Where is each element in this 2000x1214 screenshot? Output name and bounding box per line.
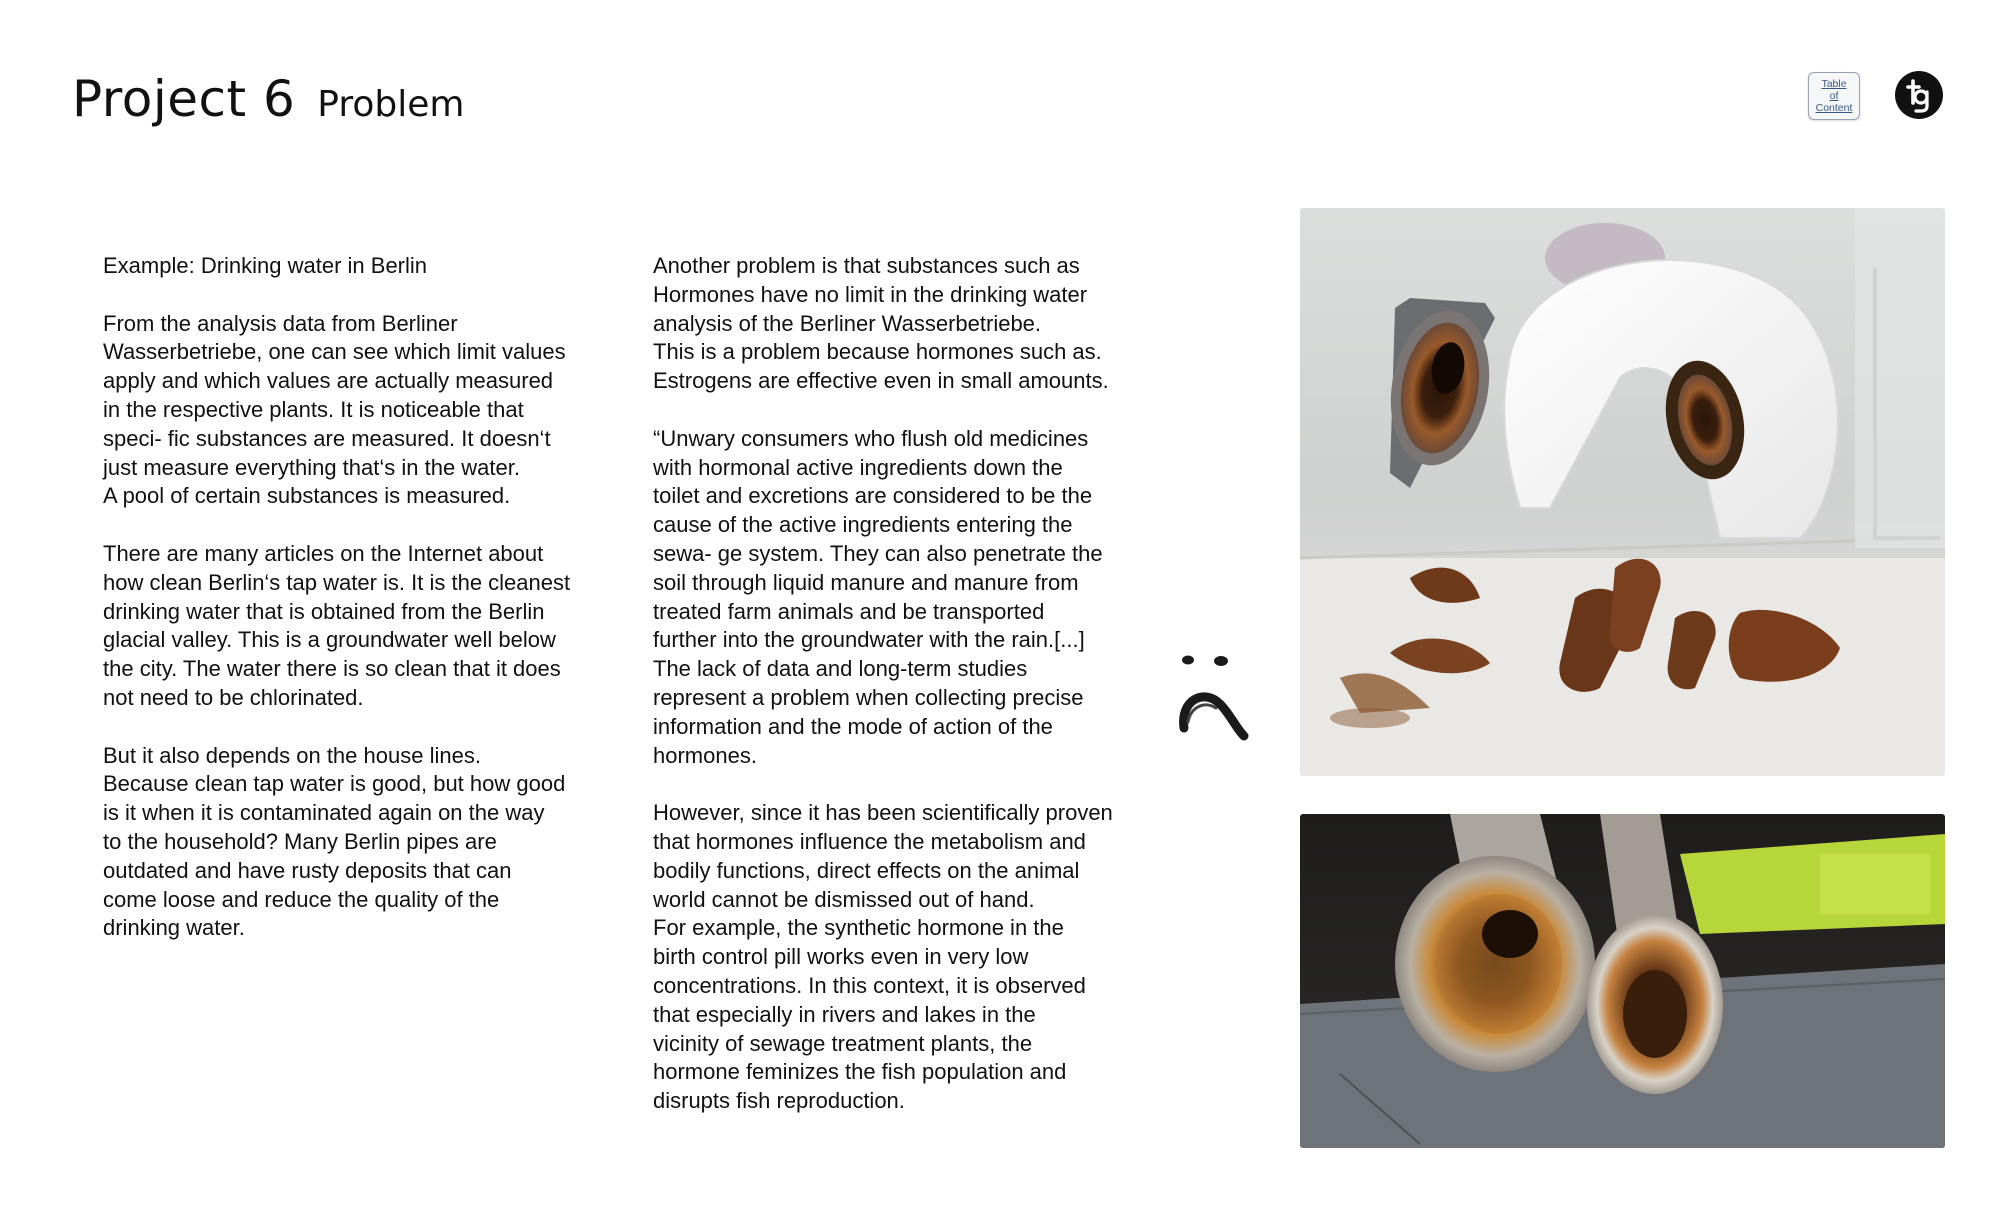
middle-text-column xyxy=(653,252,1173,1145)
middle-paragraph-3: However, since it has been scientifically proven that hormones influence the metabolism and bodily functions, direct effects on the animal world cannot be dismissed out of hand. For example, the synthetic hormone in the birth control pill works even in very low concentrations. In this context, it is observed that especially in rivers and lakes in the vicinity of sewage treatment plants, the hormone feminizes the fish population and disrupts fish reproduction. xyxy=(653,800,1113,1114)
toc-label-line3: Content xyxy=(1815,102,1853,114)
corroded-pipe-cross-section-photo xyxy=(1300,814,1945,1148)
table-of-content-button[interactable] xyxy=(1808,72,1860,120)
left-paragraph-3: There are many articles on the Internet about how clean Berlin‘s tap water is. It is the cleanest drinking water that is obtained from the Berlin glacial valley. This is a groundwater well below the city. The water there is so clean that it does not need to be chlorinated. xyxy=(103,540,571,710)
logo-graphic xyxy=(1894,70,1944,120)
tg-logo-icon[interactable] xyxy=(1894,70,1944,120)
page-header xyxy=(72,70,464,128)
toc-label-line2: of xyxy=(1829,90,1839,102)
rusty-pipes-display-photo xyxy=(1300,208,1945,776)
left-text-column xyxy=(103,252,603,972)
toc-label-line1: Table xyxy=(1821,78,1847,90)
page-subtitle: Problem xyxy=(317,84,465,125)
page-title: Project 6 xyxy=(72,70,296,128)
left-paragraph-4: But it also depends on the house lines. Because clean tap water is good, but how good is it when it is contaminated again on the way to the household? Many Berlin pipes are outdated and have rusty deposits that can come loose and reduce the quality of the drinking water. xyxy=(103,742,566,941)
middle-paragraph-1: Another problem is that substances such as Hormones have no limit in the drinking water analysis of the Berliner Wasserbetriebe. This is a problem because hormones such as. Estrogens are effective even in small amounts. xyxy=(653,253,1109,394)
left-paragraph-2: From the analysis data from Berliner Wasserbetriebe, one can see which limit values apply and which values are actually measured in the respective plants. It is noticeable that speci- fic substances are measured. It doesn‘t just measure everything that‘s in the water. A pool of certain substances is measured. xyxy=(103,310,566,509)
middle-paragraph-2: “Unwary consumers who flush old medicines with hormonal active ingredients down the toilet and excretions are considered to be the cause of the active ingredients entering the sewa- ge system. They can also penetrate the soil through liquid manure and manure from treated farm animals and be transported further into the groundwater with the rain.[...] The lack of data and long-term studies represent a problem when collecting precise information and the mode of action of the hormones. xyxy=(653,425,1103,768)
left-paragraph-1: Example: Drinking water in Berlin xyxy=(103,253,428,278)
sad-face-icon xyxy=(1174,648,1254,758)
